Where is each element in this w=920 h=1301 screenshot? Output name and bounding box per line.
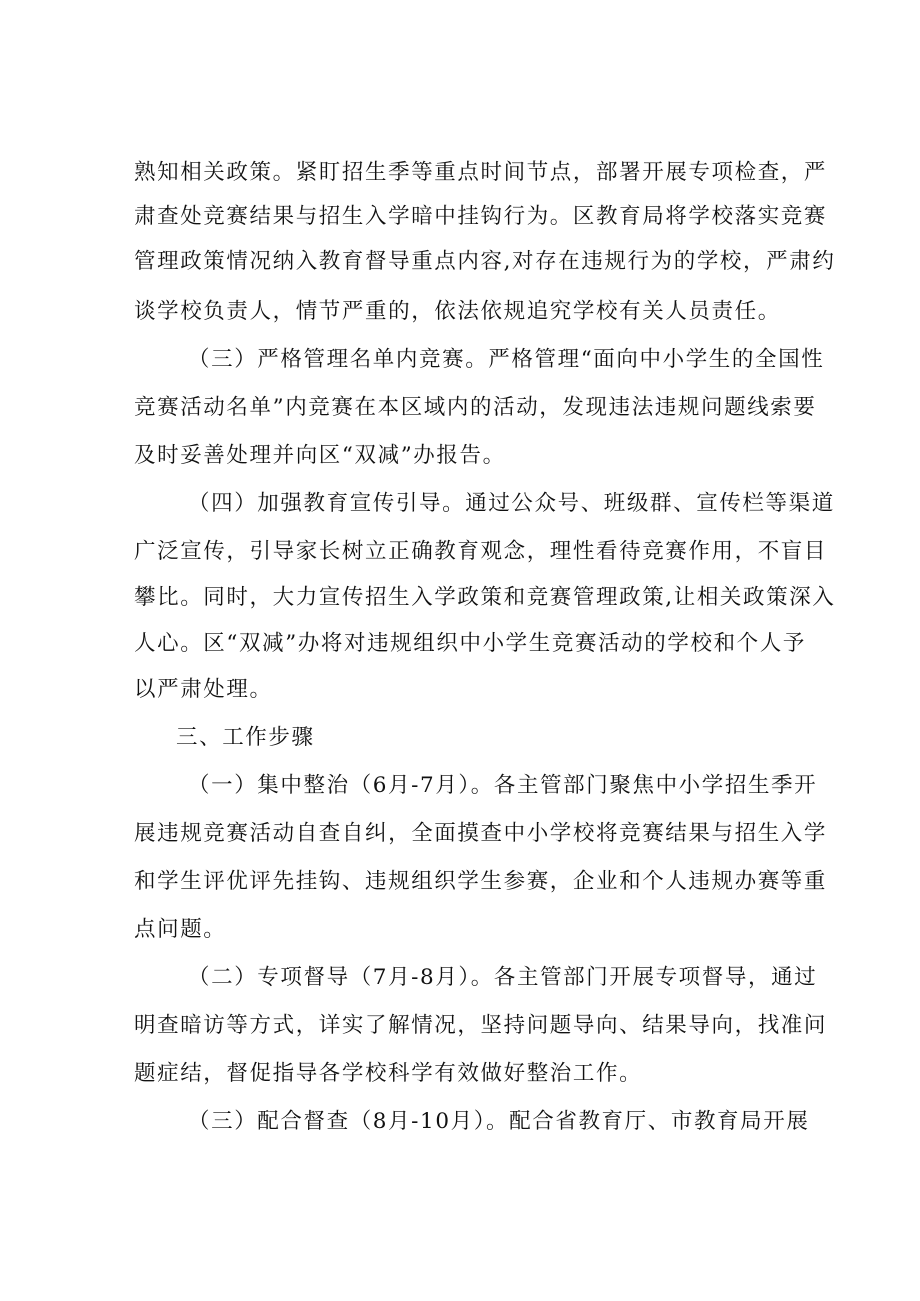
text-line: 明查暗访等方式，详实了解情况，坚持问题导向、结果导向，找准问 <box>134 1013 828 1038</box>
text-line: 题症结，督促指导各学校科学有效做好整治工作。 <box>134 1061 643 1086</box>
paragraph-heading-line: （一）集中整治（6月-7月）。各主管部门聚焦中小学招生季开 <box>188 773 818 798</box>
text-line: 肃查处竞赛结果与招生入学暗中挂钩行为。区教育局将学校落实竞赛 <box>134 204 828 229</box>
text-line: 点问题。 <box>134 917 227 942</box>
text-line: 和学生评优评先挂钩、违规组织学生参赛，企业和个人违规办赛等重 <box>134 869 828 894</box>
text-line: 竞赛活动名单”内竞赛在本区域内的活动，发现违法违规问题线索要 <box>134 395 817 420</box>
text-line: 谈学校负责人，情节严重的，依法依规追究学校有关人员责任。 <box>134 299 781 324</box>
text-line: 展违规竞赛活动自查自纠，全面摸查中小学校将竞赛结果与招生入学 <box>134 821 828 846</box>
paragraph-heading-line: （三）配合督查（8月-10月）。配合省教育厅、市教育局开展 <box>188 1109 810 1134</box>
text-line: 攀比。同时，大力宣传招生入学政策和竞赛管理政策,让相关政策深入 <box>134 585 836 610</box>
text-line: 及时妥善处理并向区“双减”办报告。 <box>134 443 506 468</box>
section-heading: 三、工作步骤 <box>176 725 315 750</box>
paragraph-heading-line: （四）加强教育宣传引导。通过公众号、班级群、宣传栏等渠道 <box>188 491 835 516</box>
text-line: 以严肃处理。 <box>134 677 273 702</box>
text-line: 管理政策情况纳入教育督导重点内容,对存在违规行为的学校，严肃约 <box>134 249 836 274</box>
paragraph-heading-line: （二）专项督导（7月-8月）。各主管部门开展专项督导，通过 <box>188 965 818 990</box>
text-line: 广泛宣传，引导家长树立正确教育观念，理性看待竞赛作用，不盲目 <box>134 539 828 564</box>
text-line: 人心。区“双减”办将对违规组织中小学生竞赛活动的学校和个人予 <box>134 631 806 656</box>
text-line: 熟知相关政策。紧盯招生季等重点时间节点，部署开展专项检查，严 <box>134 160 828 185</box>
paragraph-heading-line: （三）严格管理名单内竞赛。严格管理“面向中小学生的全国性 <box>188 347 825 372</box>
